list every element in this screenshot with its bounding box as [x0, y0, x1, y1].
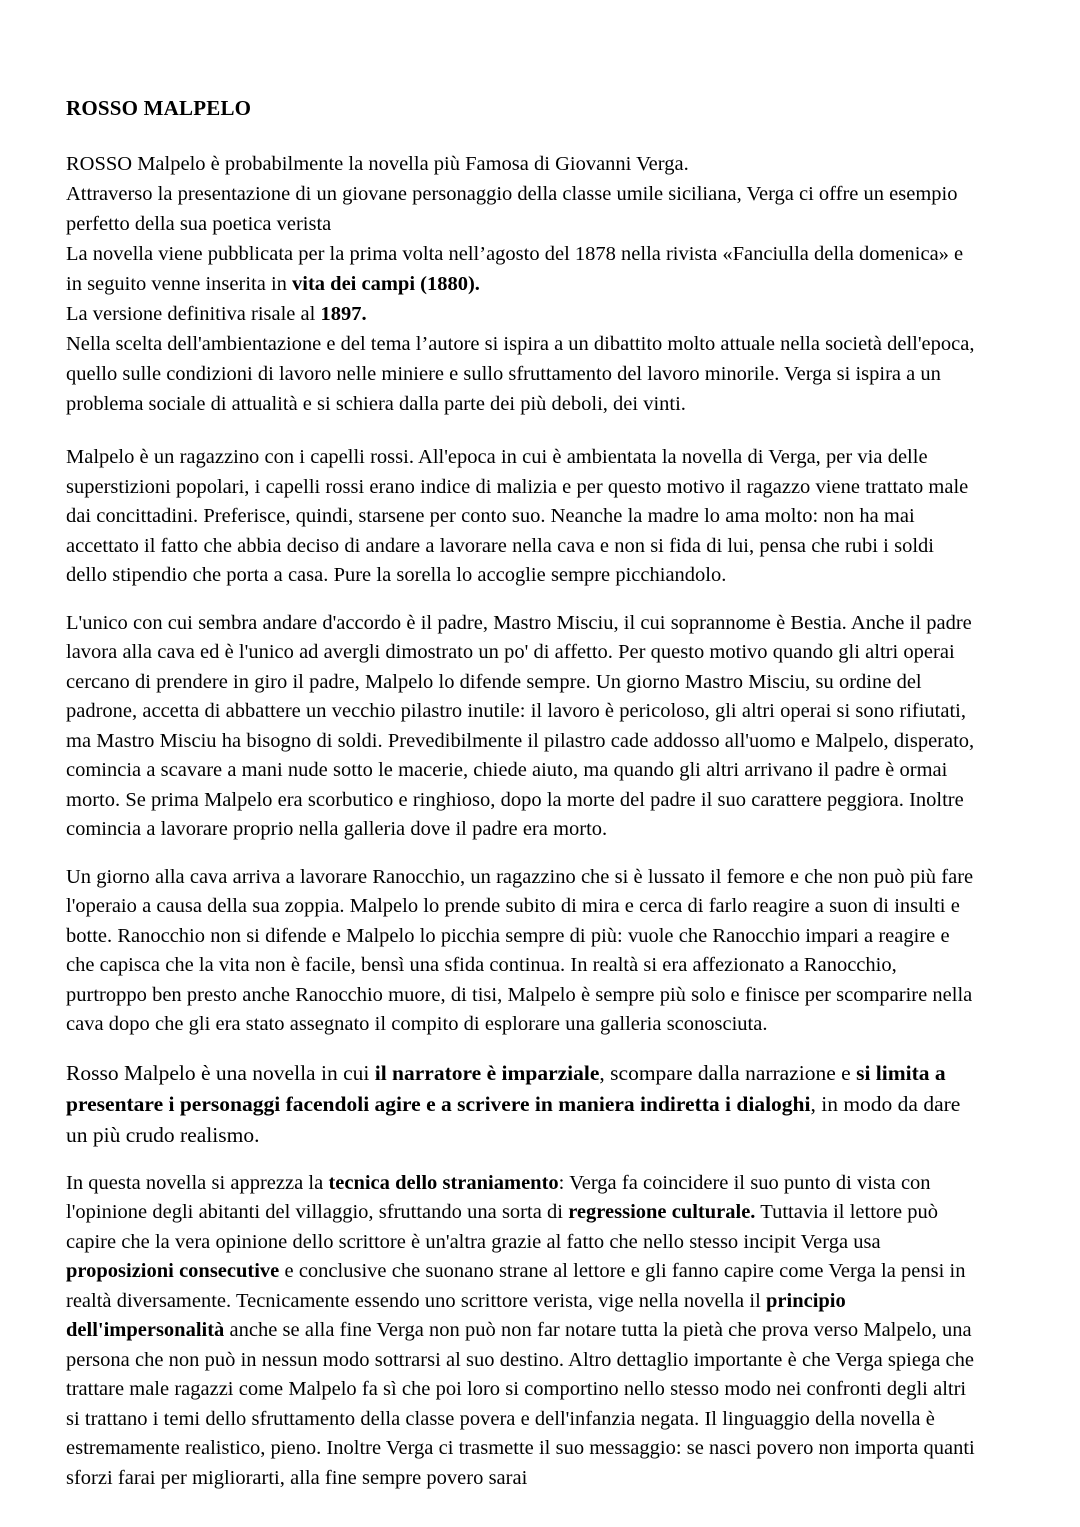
tecnica-text-1: In questa novella si apprezza la — [66, 1171, 329, 1194]
tecnica-bold-impersonalita: principio dell'impersonalità — [66, 1289, 846, 1342]
intro-line-4 — [66, 299, 976, 329]
tecnica-bold-regressione: regressione culturale. — [568, 1201, 756, 1224]
page-title: ROSSO MALPELO — [66, 96, 252, 120]
intro-bold-1897: 1897. — [320, 303, 367, 326]
tecnica-text-5: anche se alla fine Verga non può non far notare tutta la pietà che prova verso Malpelo, una persona che non può in nessun modo sottrarsi al suo destino. Altro dettaglio importante è che Verga spiega che trattare male ragazzi come Malpelo fa sì che poi loro si comportino nello stesso modo nei confronti degli altri si trattano i temi dello sfruttamento della classe povera e dell'infanzia negata. Il linguaggio della novella è estremamente realistico, pieno. Inoltre Verga ci trasmette il suo messaggio: se nasci povero non importa quanti sforzi farai per migliorarti, alla fine sempre povero sarai — [66, 1319, 975, 1489]
paragraph-padre: L'unico con cui sembra andare d'accordo è il padre, Mastro Misciu, il cui soprannome è Bestia. Anche il padre lavora alla cava ed è l'unico ad avergli dimostrato un po' di affetto. Per questo motivo quando gli altri operai cercano di prendere in giro il padre, Malpelo lo difende sempre. Un giorno Mastro Misciu, su ordine del padrone, accetta di abbattere un vecchio pilastro inutile: il lavoro è pericoloso, gli altri operai si sono rifiutati, ma Mastro Misciu ha bisogno di soldi. Prevedibilmente il pilastro cade addosso all'uomo e Malpelo, disperato, comincia a scavare a mani nude sotto le macerie, chiede aiuto, ma quando gli altri arrivano il padre è ormai morto. Se prima Malpelo era scorbutico e ringhioso, dopo la morte del padre il suo carattere peggiora. Inoltre comincia a lavorare proprio nella galleria dove il padre era morto. — [66, 611, 975, 841]
paragraph-narratore — [66, 1058, 976, 1151]
intro-line-2: Attraverso la presentazione di un giovane personaggio della classe umile siciliana, Verga ci offre un esempio perfetto della sua poetica verista — [66, 183, 958, 236]
narratore-text-1: Rosso Malpelo è una novella in cui — [66, 1060, 375, 1085]
paragraph-ranocchio: Un giorno alla cava arriva a lavorare Ranocchio, un ragazzino che si è lussato il femore e che non può più fare l'operaio a causa della sua zoppia. Malpelo lo prende subito di mira e cerca di farlo reagire a suon di insulti e botte. Ranocchio non si difende e Malpelo lo picchia sempre di più: vuole che Ranocchio impari a reagire e che capisca che la vita non è facile, bensì una sfida continua. In realtà si era affezionato a Ranocchio, purtroppo ben presto anche Ranocchio muore, di tisi, Malpelo è sempre più solo e finisce per scomparire nella cava dopo che gli era stato assegnato il compito di esplorare una galleria sconosciuta. — [66, 865, 974, 1036]
narratore-text-3: , in modo da dare un più crudo realismo. — [66, 1091, 961, 1147]
intro-bold-vita-dei-campi: vita dei campi (1880). — [292, 273, 480, 296]
tecnica-text-2: : Verga fa coincidere il suo punto di vista con l'opinione degli abitanti del villaggio, sfruttando una sorta di — [66, 1171, 931, 1224]
tecnica-bold-proposizioni: proposizioni consecutive — [66, 1260, 280, 1283]
intro-line-3 — [66, 239, 976, 299]
paragraph-intro — [66, 149, 976, 419]
intro-line-5: Nella scelta dell'ambientazione e del tema l’autore si ispira a un dibattito molto attuale nella società dell'epoca, quello sulle condizioni di lavoro nelle miniere e sullo sfruttamento del lavoro minorile. Verga si ispira a un problema sociale di attualità e si schiera dalla parte dei più deboli, dei vinti. — [66, 333, 975, 416]
narratore-bold-imparziale: il narratore è imparziale — [374, 1060, 600, 1085]
narratore-bold-dialoghi: si limita a presentare i personaggi facendoli agire e a scrivere in maniera indiretta i dialoghi — [66, 1060, 946, 1116]
paragraph-malpelo: Malpelo è un ragazzino con i capelli rossi. All'epoca in cui è ambientata la novella di Verga, per via delle superstizioni popolari, i capelli rossi erano indice di malizia e per questo motivo il ragazzo viene trattato male dai concittadini. Preferisce, quindi, starsene per conto suo. Neanche la madre lo ama molto: non ha mai accettato il fatto che abbia deciso di andare a lavorare nella cava e non si fida di lui, pensa che rubi i soldi dello stipendio che porta a casa. Pure la sorella lo accoglie sempre picchiandolo. — [66, 446, 969, 587]
intro-line-4-text: La versione definitiva risale al — [66, 303, 321, 326]
tecnica-bold-straniamento: tecnica dello straniamento — [328, 1171, 559, 1194]
tecnica-text-3: Tuttavia il lettore può capire che la vera opinione dello scrittore è un'altra grazie al fatto che nello stesso incipit Verga usa — [66, 1201, 939, 1253]
tecnica-text-4: e conclusive che suonano strane al lettore e gli fanno capire come Verga la pensi in realtà diversamente. Tecnicamente essendo uno scrittore verista, vige nella novella il — [66, 1260, 966, 1312]
paragraph-tecnica — [66, 1169, 976, 1494]
intro-line-1: ROSSO Malpelo è probabilmente la novella più Famosa di Giovanni Verga. — [66, 153, 689, 176]
intro-line-3-text: La novella viene pubblicata per la prima volta nell’agosto del 1878 nella rivista «Fanciulla della domenica» e in seguito venne inserita in — [66, 243, 964, 296]
narratore-text-2: , scompare dalla narrazione e — [599, 1060, 857, 1085]
